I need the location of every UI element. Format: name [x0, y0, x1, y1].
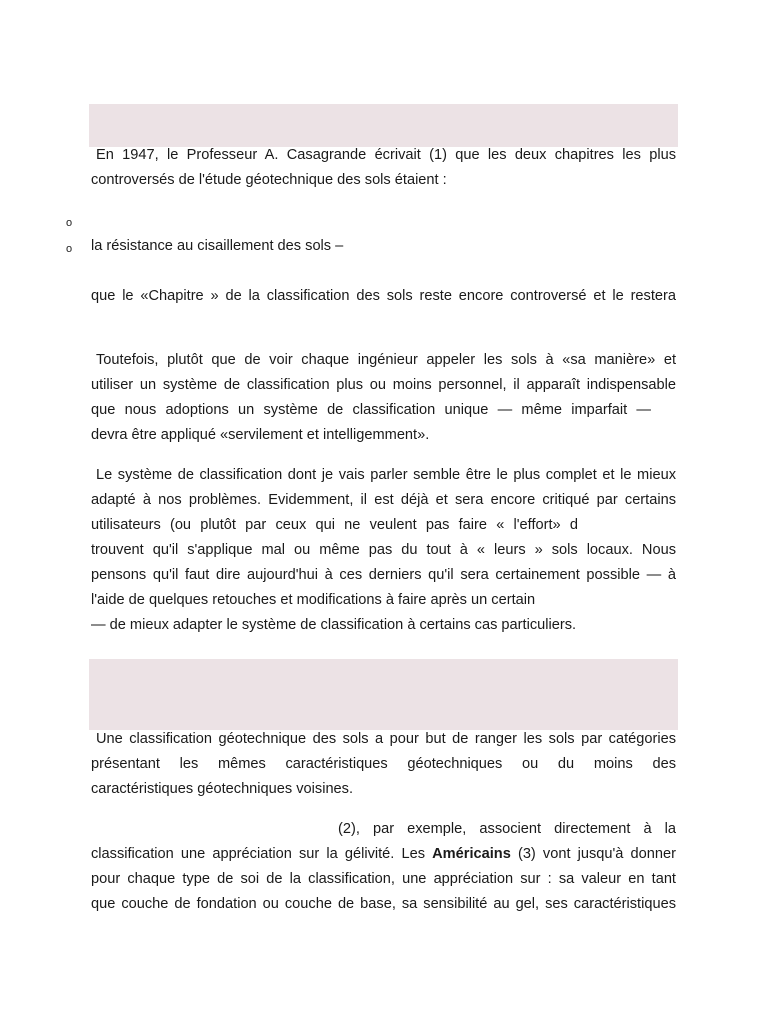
- text-line: que couche de fondation ou couche de base, sa sensibilité au gel, ses caractéristiques: [91, 896, 676, 912]
- text-line: adapté à nos problèmes. Evidemment, il est déjà et sera encore critiqué par certains: [91, 492, 676, 508]
- bullet-item-2: la résistance au cisaillement des sols –: [91, 238, 344, 254]
- text-line: pour chaque type de soi de la classification, une appréciation sur : sa valeur en tant: [91, 871, 676, 887]
- paragraph-casagrande: [91, 143, 676, 193]
- paragraph-americains: [91, 817, 676, 917]
- text-line: devra être appliqué «servilement et intelligemment».: [91, 427, 430, 443]
- text-fragment: classification une appréciation sur la gélivité. Les: [91, 846, 433, 862]
- text-line: présentant les mêmes caractéristiques géotechniques ou du moins des: [91, 756, 676, 772]
- bold-term-americains: Américains: [432, 846, 511, 862]
- text-line: trouvent qu'il s'applique mal ou même pas du tout à « leurs » sols locaux. Nous: [91, 542, 676, 558]
- highlight-band-top: [89, 104, 678, 147]
- text-line: pensons qu'il faut dire aujourd'hui à ces derniers qu'il sera certainement possible — à: [91, 567, 676, 583]
- text-line: — de mieux adapter le système de classification à certains cas particuliers.: [91, 617, 577, 633]
- bullet-circle-icon: o: [66, 243, 73, 255]
- text-line: controversés de l'étude géotechnique des sols étaient :: [91, 172, 447, 188]
- highlight-band-middle: [89, 659, 678, 730]
- text-line: caractéristiques géotechniques voisines.: [91, 781, 354, 797]
- paragraph-systeme: [91, 463, 676, 638]
- paragraph-toutefois: [91, 348, 676, 448]
- text-line: Toutefois, plutôt que de voir chaque ingénieur appeler les sols à «sa manière» et: [96, 352, 676, 368]
- text-line: Une classification géotechnique des sols a pour but de ranger les sols par catégories: [96, 731, 676, 747]
- text-line: utilisateurs (ou plutôt par ceux qui ne veulent pas faire « l'effort» d: [91, 517, 578, 533]
- text-line: que nous adoptions un système de classification unique — même imparfait —: [91, 402, 651, 418]
- text-line: [91, 842, 676, 867]
- text-line: l'aide de quelques retouches et modifications à faire après un certain: [91, 592, 536, 608]
- paragraph-classification: [91, 727, 676, 802]
- text-line: En 1947, le Professeur A. Casagrande écrivait (1) que les deux chapitres les plus: [96, 147, 676, 163]
- bullet-circle-icon: o: [66, 217, 73, 229]
- text-line: Le système de classification dont je vais parler semble être le plus complet et le mieux: [96, 467, 676, 483]
- text-fragment: (3) vont jusqu'à donner: [510, 846, 676, 862]
- text-line: (2), par exemple, associent directement à la: [338, 821, 676, 837]
- text-line: utiliser un système de classification plus ou moins personnel, il apparaît indispensable: [91, 377, 676, 393]
- text-line-chapitre: que le «Chapitre » de la classification des sols reste encore controversé et le restera: [91, 288, 676, 304]
